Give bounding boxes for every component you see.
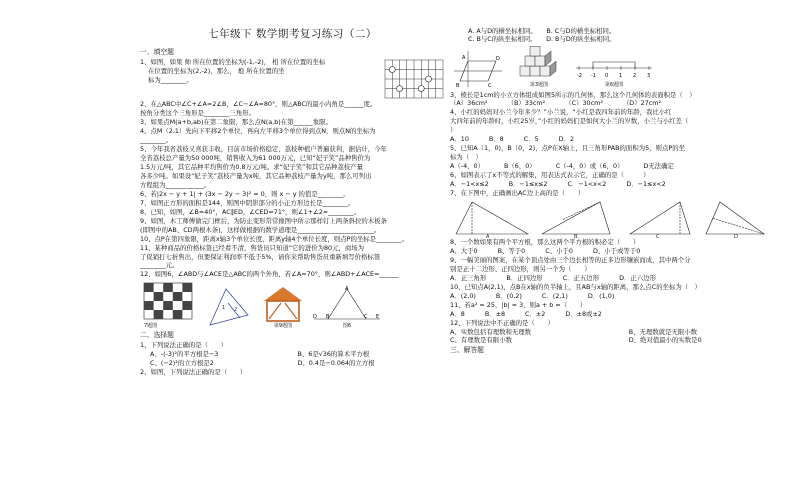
door-frame-figure xyxy=(260,285,306,323)
c10-option: A．(2,0) xyxy=(450,292,476,301)
exterior-angle-figure xyxy=(312,285,382,323)
c3-option: （A）36cm² xyxy=(450,99,488,108)
fig-q7 xyxy=(140,281,198,330)
right-column xyxy=(450,0,775,356)
c5-option: C（-4，0）或（6，0） xyxy=(555,162,624,171)
q11-line: 了促销打七折售出，但要保证利润率不低于5%，请你来帮助售货员重新填写价格标签 xyxy=(140,252,381,261)
cube-stack-figure xyxy=(516,46,562,82)
svg-text:B: B xyxy=(326,313,330,320)
c8-options xyxy=(450,247,775,255)
c4-option: D．2 xyxy=(558,135,575,144)
c12-options xyxy=(450,328,775,345)
svg-text:A: A xyxy=(462,54,466,61)
svg-text:B: B xyxy=(574,233,578,238)
number-line-figure xyxy=(574,56,654,82)
coordinate-parallelogram-figure xyxy=(450,49,504,89)
svg-text:D: D xyxy=(734,233,738,238)
q1-block xyxy=(140,58,445,100)
c3-options xyxy=(450,99,775,107)
q5-line: 各多少吨。如果设“妃子笑”荔枝产量为x吨，其它品种荔枝产量为y吨，那么可列出 xyxy=(140,171,372,180)
svg-text:E: E xyxy=(376,313,380,320)
left-figures-row xyxy=(140,281,445,330)
c8-question: 8、一个数如果有两个平方根，那么这两个平方根的积必定（ ） xyxy=(450,238,640,247)
q1-line: 1、如图，如果 帅 所在位置的坐标为(-1,-2)， 相 所在位置的坐标 xyxy=(140,58,326,67)
triangle-parallel-figure xyxy=(204,285,254,329)
c3-option: （D）27cm² xyxy=(622,99,662,108)
q5-line: 全省荔枝总产量为50 000吨，销售收入为61 000万元，已知“妃子笑”品种售价为 xyxy=(140,154,371,163)
svg-text:1: 1 xyxy=(222,305,226,312)
q12-line: 12、如图6，∠ABD与∠ACE是△ABC的两个外角，若∠A=70°，则∠ABD+∠ACE=______ xyxy=(140,270,399,279)
c6-option: D．−1≤x<2 xyxy=(626,180,666,189)
fig-q9 xyxy=(260,285,306,330)
q7-line: 7、如图正方形的面积是144，则图中阴影部分的小正方形边长是________。 xyxy=(140,198,355,207)
c10-question: 10、已知点A(2,1)，点B在x轴的负半轴上，且AB与x轴的距离，那么点C的坐标为（ ） xyxy=(450,283,701,292)
number-line-label: 0 xyxy=(605,72,609,79)
c6-option: B．−1≤x≤2 xyxy=(508,180,548,189)
c11-options xyxy=(450,310,775,318)
q9-line: (即图中的AB、CD两根木条)，这样做根据的数学道理是________________________。 xyxy=(140,225,381,234)
svg-text:C: C xyxy=(364,313,368,320)
c3-question: 3、棱长是1cm的小立方体组成如图5所示的几何体，那么这个几何体的表面积是（ ） xyxy=(450,90,696,99)
number-line-label: -1 xyxy=(591,72,596,79)
c12-option: A、实数包括有理数和无理数 xyxy=(450,327,532,336)
right-top-line: A. A与D的横坐标相同。 B. C与D的横坐标相同。 xyxy=(468,26,616,35)
c4-option: A．10 xyxy=(450,135,469,144)
q9-line: 9、如图，木工师傅做完门框后，为防止变形常常像图中所示那样钉上两条斜拉的木板条 xyxy=(140,216,387,225)
chessboard-figure xyxy=(383,58,445,100)
q2-line: 2、在△ABC中∠C+∠A=2∠B，∠C−∠A=80°，则△ABC的最小内角是______度。 xyxy=(140,100,377,109)
number-line-label: -2 xyxy=(577,72,582,79)
c11-option: A．8 xyxy=(450,310,465,319)
c4-question: 大四年前的年龄时，小红25岁，”小红的妈妈们是如何大小兰的岁数，小兰与小红差（ xyxy=(450,117,689,126)
c8-option: A、大于0 xyxy=(450,247,478,256)
c11-question: 11、若a² = 25，|b| = 3，则a + b =（ ） xyxy=(450,301,587,310)
fig-number-line-caption: 第6题图 xyxy=(604,81,624,88)
c4-options xyxy=(450,135,775,143)
q4-line: ________。 xyxy=(140,136,172,145)
section-choice: 二、选择题 xyxy=(140,331,174,340)
c1-option: D、0.4是−0.064的立方根 xyxy=(297,358,375,367)
q5-line: 5、今年我省荔枝又喜获丰收，目前市场价格稳定，荔枝种植户普遍获利，据估计，今年 xyxy=(140,145,387,154)
c1-option: B、6是√36的算术平方根 xyxy=(297,350,370,359)
q10-line: 10、点P在第四象限，距离x轴3个单位长度，距离y轴4个单位长度，则点P的坐标是________。 xyxy=(140,234,408,243)
c2-question: 2、如图，下列说法正确的是（ ） xyxy=(140,367,247,376)
q8-line: 8、已知，如图，∠B=40°，AC∥ED，∠CED=71°，则∠1+∠2=________。 xyxy=(140,207,361,216)
checker-square-figure xyxy=(140,281,198,323)
c12-option: C、有理数是有限小数 xyxy=(450,336,512,345)
c5-question: 5、已知A（1，0)，B（0，2)，点P在X轴上，且三角形PAB的面积为5，则点P的坐 xyxy=(450,144,685,153)
c4-question: 4、小红的妈妈对小兰今年多少？”小兰说，“小红是我四年前的年龄，我比小红 xyxy=(450,108,672,117)
c12-question: 12、下列说法中不正确的是（ ） xyxy=(450,319,554,328)
c9-options xyxy=(450,274,775,282)
c1-option: A、-(-3)²的平方根是−3 xyxy=(150,350,219,359)
number-line-solution xyxy=(593,62,635,68)
fig-q7-caption: 7题图 xyxy=(144,322,158,329)
c11-option: B．±8 xyxy=(484,310,506,319)
q1-line: 标为________。 xyxy=(148,76,193,85)
triangles-altitude-figure xyxy=(450,198,770,238)
fig-cubes-caption: 第3题图 xyxy=(529,81,549,88)
c4-question: ） xyxy=(450,126,457,135)
left-column xyxy=(140,0,445,377)
c5-option: D无法确定 xyxy=(643,162,674,171)
svg-text:A: A xyxy=(486,233,490,238)
fig-q12 xyxy=(312,285,382,330)
right-figures-row xyxy=(450,46,775,89)
c9-option: B．正四边形 xyxy=(506,274,543,283)
c6-option: C．−1<x<2 xyxy=(567,180,607,189)
c12-option: B、无理数就是无限小数 xyxy=(628,327,698,336)
c1-question: 1、下列说法正确的是（ ） xyxy=(140,341,228,350)
c10-option: C．(2,1) xyxy=(541,292,568,301)
c11-option: D．±8或±2 xyxy=(565,310,602,319)
c9-question: 9、一幅美丽的图案，在某个顶点处由三个边长相等的正多边形镶嵌而成，其中两个分 xyxy=(450,256,691,265)
number-line-label: 3 xyxy=(647,72,651,79)
fig-q12-caption: 图6 xyxy=(342,322,352,329)
c8-option: B、等于0 xyxy=(497,247,526,256)
c10-option: D．(1,0) xyxy=(587,292,615,301)
svg-text:C: C xyxy=(488,82,492,89)
q6-line: 6、若|2x − y + 1| + (3x − 2y − 3)² = 0，则 x − y 的值是________。 xyxy=(140,189,350,198)
c8-option: C、小于0 xyxy=(545,247,573,256)
page-title: 七年级下 数学期考复习练习（二） xyxy=(208,28,377,40)
svg-text:C: C xyxy=(656,233,660,238)
c5-option: A（-4，0） xyxy=(450,162,484,171)
c10-options xyxy=(450,292,775,300)
q1-line: 在位置的坐标为(2,-2)，那么， 炮 所在位置的坐 xyxy=(148,67,285,76)
c10-option: B．(0,2) xyxy=(495,292,522,301)
q2-line: 按角分类这个三角形是________三角形。 xyxy=(140,109,256,118)
c9-option: A．正三角形 xyxy=(450,274,487,283)
c9-option: D．正六边形 xyxy=(619,274,656,283)
svg-text:D: D xyxy=(496,55,500,62)
svg-text:D: D xyxy=(313,313,317,320)
c5-question: 标为（ ） xyxy=(450,153,482,162)
c1-option: C、(−2)²的立方根是2 xyxy=(150,358,214,367)
c6-question: 6、如图表示了x不等式的解集，用表达式表示它，正确的是（ ） xyxy=(450,171,650,180)
c8-option: D、小于或等于0 xyxy=(592,247,641,256)
fig-cubes xyxy=(516,46,562,89)
number-line-label: 2 xyxy=(633,72,637,79)
svg-text:B: B xyxy=(456,82,460,89)
fig-q9-caption: 第9题图 xyxy=(273,322,293,329)
c3-option: （C）30cm² xyxy=(565,99,603,108)
section-fill-in: 一、填空题 xyxy=(140,47,174,56)
section-solve: 三、解答题 xyxy=(450,345,484,354)
right-top-line: C. B与C的纵坐标相同。 D. B与D的纵坐标相同。 xyxy=(468,35,616,44)
q11-line: ________元。 xyxy=(140,261,179,270)
c5-option: B（6，0） xyxy=(503,162,536,171)
c12-option: D、绝对值最小的实数是0 xyxy=(628,336,702,345)
c1-options xyxy=(140,350,445,367)
c11-option: C．±2 xyxy=(525,310,546,319)
c7-question: 7、在下图中，正确画出AC边上高的是（ ） xyxy=(450,188,585,197)
c4-option: B．8 xyxy=(488,135,504,144)
svg-text:2: 2 xyxy=(234,307,238,314)
q11-line: 11、某种商品的价格标签已经看不清，售货员只知道“它的进价为80元，商场为 xyxy=(140,243,365,252)
c6-options xyxy=(450,180,775,188)
q4-line: 4、点M（2,1）先向下平移2个单位，再向左平移3个单位得到点N，则点N的坐标为 xyxy=(140,127,376,136)
c9-option: C．正五边形 xyxy=(562,274,600,283)
c6-option: A．−1<x≤2 xyxy=(450,180,489,189)
svg-text:A: A xyxy=(345,285,349,292)
q3-line: 3、如果点M(a+b,ab)在第二象限，那么点N(a,b)在第______象限。 xyxy=(140,118,332,127)
c3-option: （B）33cm² xyxy=(507,99,546,108)
c5-options xyxy=(450,162,775,170)
fig-number-line xyxy=(574,56,654,89)
c9-question: 别是正十二边形、正四边形，则另一个为（ ） xyxy=(450,265,591,274)
q5-line: 方程组为____________。 xyxy=(140,180,211,189)
c4-option: C．5 xyxy=(523,135,539,144)
q5-line: 1.5万元/吨，其它品种平均售价为0.8万元/吨。求“妃子笑”和其它品种荔枝产量 xyxy=(140,163,363,171)
number-line-label: 1 xyxy=(619,72,623,79)
